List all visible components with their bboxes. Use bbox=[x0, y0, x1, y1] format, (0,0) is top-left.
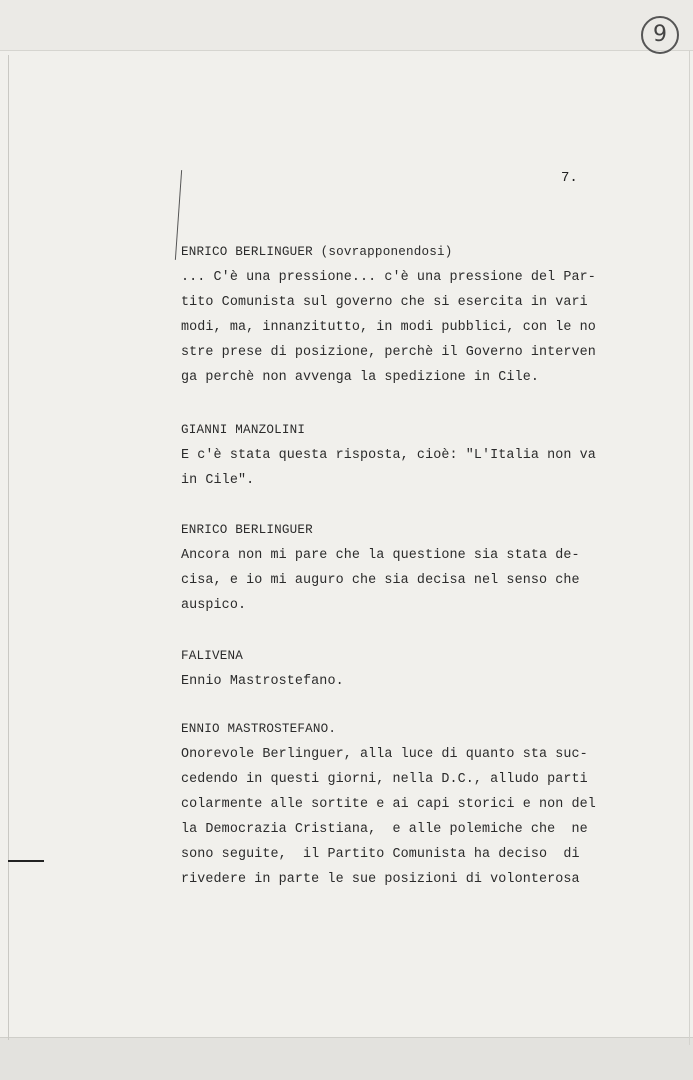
dialogue-block bbox=[181, 518, 621, 618]
text-line: stre prese di posizione, perchè il Governo interven bbox=[181, 345, 596, 360]
speaker-name: GIANNI MANZOLINI bbox=[181, 423, 306, 437]
dialogue-block bbox=[181, 418, 621, 493]
scan-bottom-band bbox=[0, 1037, 693, 1080]
speaker-name: FALIVENA bbox=[181, 649, 244, 663]
text-line: cedendo in questi giorni, nella D.C., alludo parti bbox=[181, 772, 588, 787]
text-line: ... C'è una pressione... c'è una pressione del Par- bbox=[181, 270, 596, 285]
text-line: colarmente alle sortite e ai capi storici e non del bbox=[181, 797, 596, 812]
text-line: Ancora non mi pare che la questione sia stata de- bbox=[181, 548, 580, 563]
speaker-name: ENRICO BERLINGUER bbox=[181, 523, 313, 537]
speaker-name: ENRICO BERLINGUER (sovrapponendosi) bbox=[181, 245, 453, 259]
text-line: cisa, e io mi auguro che sia decisa nel senso che bbox=[181, 573, 580, 588]
text-line: la Democrazia Cristiana, e alle polemiche che ne bbox=[181, 822, 588, 837]
dialogue-block bbox=[181, 644, 621, 694]
left-margin-rule bbox=[8, 55, 9, 1040]
text-line: Onorevole Berlinguer, alla luce di quanto sta suc- bbox=[181, 747, 588, 762]
text-line: rivedere in parte le sue posizioni di volonterosa bbox=[181, 872, 580, 887]
dialogue-block bbox=[181, 240, 621, 390]
right-edge-rule bbox=[689, 50, 690, 1045]
text-line: modi, ma, innanzitutto, in modi pubblici, con le no bbox=[181, 320, 596, 335]
text-line: ga perchè non avvenga la spedizione in Cile. bbox=[181, 370, 539, 385]
speaker-name: ENNIO MASTROSTEFANO. bbox=[181, 722, 337, 736]
margin-mark bbox=[8, 860, 44, 862]
scan-top-band bbox=[0, 0, 693, 51]
dialogue-block bbox=[181, 717, 621, 892]
page-number: 7. bbox=[561, 170, 578, 186]
text-line: auspico. bbox=[181, 598, 247, 613]
text-line: sono seguite, il Partito Comunista ha deciso di bbox=[181, 847, 580, 862]
text-line: in Cile". bbox=[181, 473, 255, 488]
text-line: E c'è stata questa risposta, cioè: "L'Italia non va bbox=[181, 448, 596, 463]
text-line: tito Comunista sul governo che si esercita in vari bbox=[181, 295, 588, 310]
text-line: Ennio Mastrostefano. bbox=[181, 674, 344, 689]
circled-page-number: 9 bbox=[641, 16, 679, 54]
